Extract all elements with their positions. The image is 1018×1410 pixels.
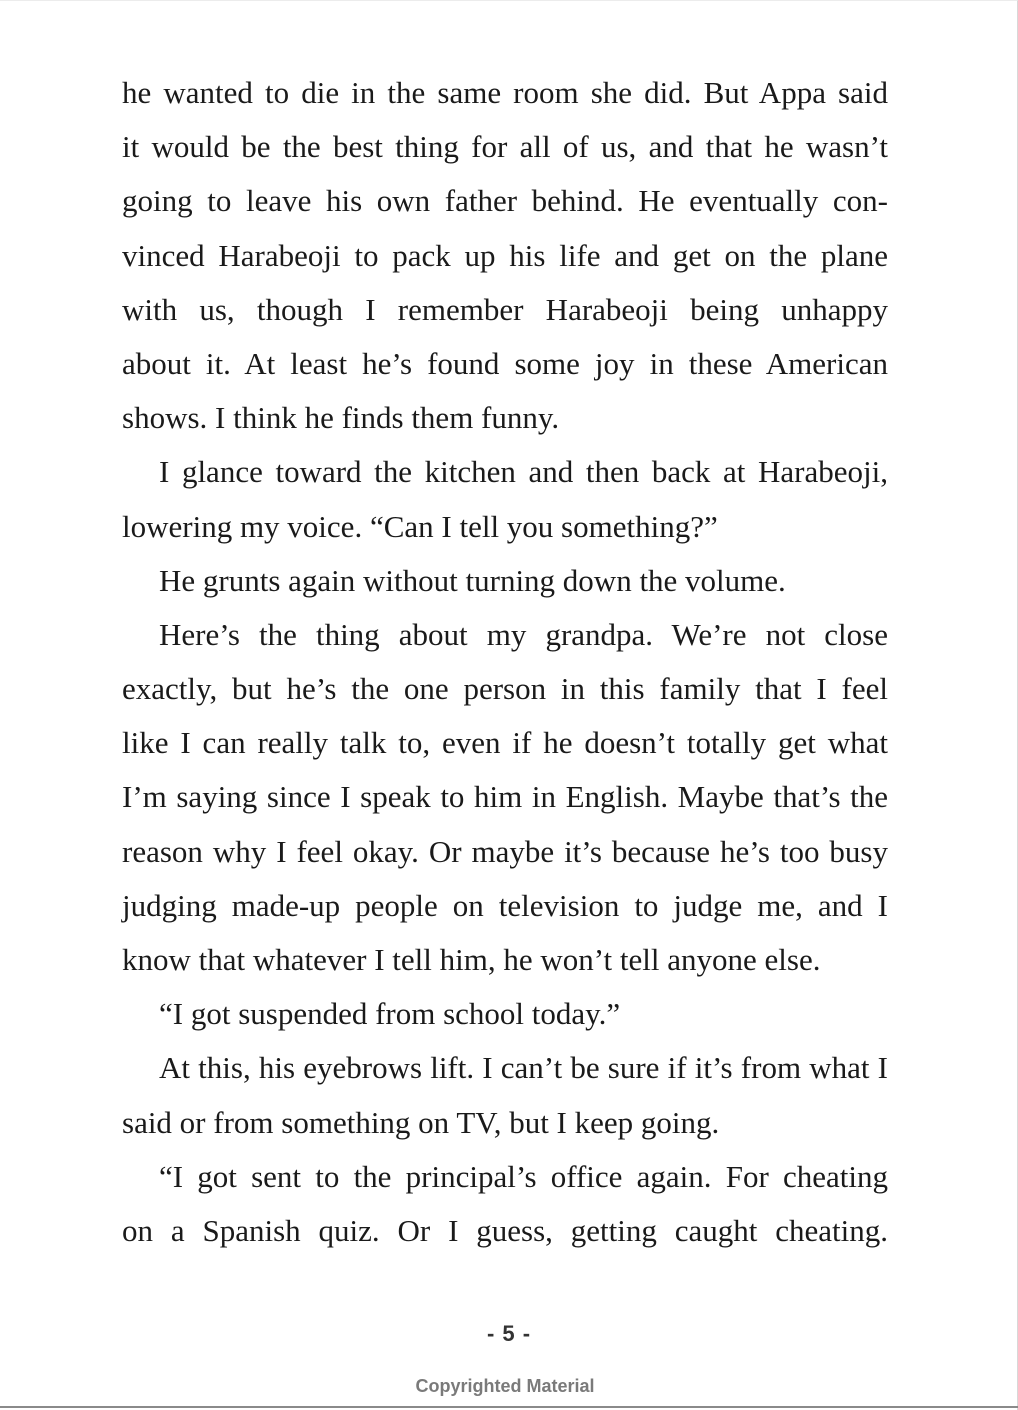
text-line: on a Spanish quiz. Or I guess, getting caught cheating.	[122, 1212, 888, 1248]
text-line: about it. At least he’s found some joy in these American	[122, 345, 888, 381]
page-bottom-edge	[0, 1406, 1018, 1408]
text-line: reason why I feel okay. Or maybe it’s because he’s too busy	[122, 833, 888, 869]
text-line: going to leave his own father behind. He eventually con-	[122, 183, 888, 219]
text-line: judging made-up people on television to judge me, and I	[122, 887, 888, 923]
text-line: with us, though I remember Harabeoji being unhappy	[122, 291, 888, 327]
copyright-watermark: Copyrighted Material	[415, 1376, 595, 1396]
text-line: vinced Harabeoji to pack up his life and get on the plane	[122, 237, 888, 273]
text-line: said or from something on TV, but I keep going.	[122, 1104, 720, 1140]
text-line: Here’s the thing about my grandpa. We’re not close	[159, 616, 888, 652]
body-text	[122, 66, 888, 1258]
text-line: “I got sent to the principal’s office again. For cheating	[159, 1158, 888, 1194]
text-line: “I got suspended from school today.”	[159, 996, 621, 1032]
text-line: it would be the best thing for all of us, and that he wasn’t	[122, 129, 888, 165]
text-line: know that whatever I tell him, he won’t tell anyone else.	[122, 942, 821, 977]
text-line: exactly, but he’s the one person in this family that I feel	[122, 671, 888, 707]
text-line: I glance toward the kitchen and then back at Harabeoji,	[159, 454, 888, 490]
text-line: shows. I think he finds them funny.	[122, 400, 560, 436]
text-line: lowering my voice. “Can I tell you something?”	[122, 508, 718, 544]
text-line: He grunts again without turning down the volume.	[159, 562, 786, 598]
text-line: like I can really talk to, even if he doesn’t totally get what	[122, 725, 888, 761]
page-number: - 5 -	[486, 1321, 532, 1346]
text-line: I’m saying since I speak to him in English. Maybe that’s the	[122, 779, 888, 815]
text-line: At this, his eyebrows lift. I can’t be sure if it’s from what I	[159, 1050, 888, 1086]
text-line: he wanted to die in the same room she did. But Appa said	[122, 75, 888, 110]
